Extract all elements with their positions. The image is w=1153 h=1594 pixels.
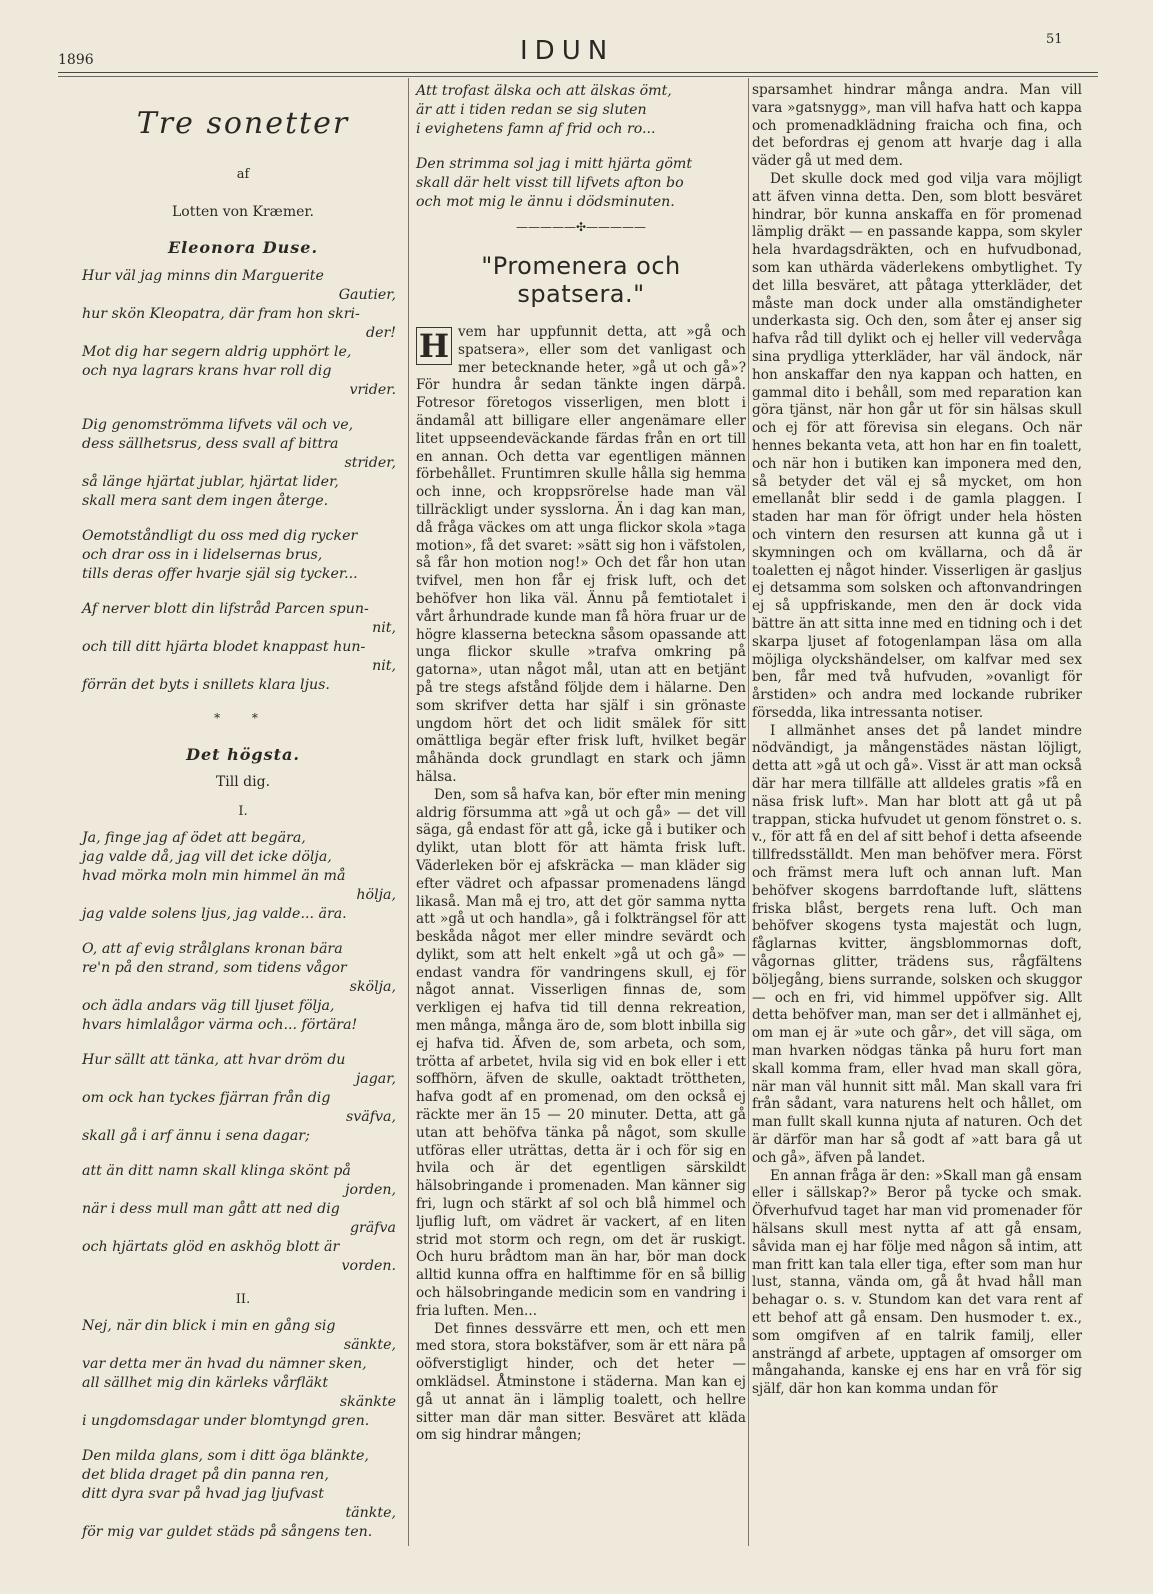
poem-line: Att trofast älska och att älskas ömt, xyxy=(416,83,672,99)
poem-line: dess sällhetsrus, dess svall af bittra xyxy=(82,436,339,452)
column-divider xyxy=(408,78,409,1546)
article-paragraph: Den, som så hafva kan, bör efter min mening aldrig försumma att »gå ut och gå» — det vill säga, gå endast för att gå, icke gå i butiker och dylikt, utan blott för att hämta frisk luft. Väderleken bör ej afskräcka — man kläder sig efter vädret och afpassar promenadens längd likaså. Man må ej tro, att det gör samma nytta att »gå ut och handla», gå i folkträngsel för att beskåda något mer eller mindre sevärdt och dylikt, som att helt enkelt »gå ut och gå» — endast vandra för vandringens skull, ej för något annat. Visserligen finnas de, som verkligen ej hafva tid till denna rekreation, men många, många äro de, som blott inbilla sig ej hafva tid. Äfven de, som arbeta, och som, trötta af arbetet, hvila sig vid en bok eller i ett soffhörn, äfven de skulle, oaktadt tröttheten, hafva godt af en promenad, om den också ej räckte mer än 15 — 20 minuter. Detta, att gå utan att behöfva tänka på något, som skulle utföras eller uträttas, detta är i och för sig en hvila och är det egentligen särskildt hälsobringande i promenaden. Man känner sig fri, lugn och stärkt af sol och blå himmel och ljuflig luft, om vädret är vackert, af en liten strid mot storm och regn, om det är ruskigt. Och huru brådtom man än har, bör man dock alltid kunna offra en halftimme för en så billig och hälsobringande medicin som en vandring i fria luften. Men... xyxy=(416,786,746,1319)
poem-title: Det högsta. xyxy=(186,745,300,764)
poem-line: var detta mer än hvad du nämner sken, xyxy=(82,1356,367,1372)
poem-line: skall mera sant dem ingen återge. xyxy=(82,493,329,509)
poem-dedication: Till dig. xyxy=(215,774,271,790)
poem-line: i ungdomsdagar under blomtyngd gren. xyxy=(82,1413,370,1429)
poem-line: att än ditt namn skall klinga skönt på xyxy=(82,1163,351,1179)
poem-line: Hur sällt att tänka, att hvar dröm du xyxy=(82,1052,346,1068)
poem-line: all sällhet mig din kärleks vårfläkt xyxy=(82,1375,329,1391)
poem-line: hvars himlalågor värma och... förtära! xyxy=(82,1017,358,1033)
header-rule-thin xyxy=(58,76,1098,77)
poem-line: för mig var guldet städs på sångens ten. xyxy=(82,1524,373,1540)
sonnet-number: I. xyxy=(238,804,248,819)
poem-line: jorden, xyxy=(345,1182,396,1198)
poem-line: och nya lagrars krans hvar roll dig xyxy=(82,363,332,379)
header-rule xyxy=(58,72,1098,73)
poem-line: nit, xyxy=(372,620,396,636)
article-paragraph: En annan fråga är den: »Skall man gå ensam eller i sällskap?» Beror på tycke och smak. Öfverhufvud taget har man vid promenader för hälsans skull mest nytta af att gå ensam, såvida man ej har följe med någon så intim, att man fritt kan tala eller tiga, efter som man hur lust, stanna, vända om, gå åt hvad håll man behagar o. s. v. Stundom kan det vara rent af ett behof att gå ensam. Den husmoder t. ex., som omgifven af en talrik familj, eller ansträngd af arbete, upptagen af omsorger om mångahanda, kanske ej ens har en vrå för sig själf, där hon kan komma undan för xyxy=(752,1167,1082,1398)
poem-line: och drar oss in i lidelsernas brus, xyxy=(82,547,323,563)
section-stars: * * xyxy=(214,711,272,725)
article-paragraph: Det finnes dessvärre ett men, och ett men med stora, stora bokstäfver, som är ett nära på oöfverstigligt hinder, och det heter — omklädsel. Åtminstone i städerna. Man kan ej gå ut annat än i lämplig toalett, och hellre sitter man där man sitter. Besväret att kläda om sig hindrar mången; xyxy=(416,1320,746,1444)
poem-line: är att i tiden redan se sig sluten xyxy=(416,102,647,118)
page-number: 51 xyxy=(1046,32,1063,47)
poem-line: skall gå i arf ännu i sena dagar; xyxy=(82,1128,310,1144)
poem-line: så länge hjärtat jublar, hjärtat lider, xyxy=(82,474,339,490)
poem-line: hölja, xyxy=(356,887,396,903)
column-article xyxy=(416,82,746,1445)
poem-line: ditt dyra svar på hvad jag ljufvast xyxy=(82,1486,324,1502)
poem-line: hur skön Kleopatra, där fram hon skri- xyxy=(82,306,360,322)
poem-line: och ädla andars väg till ljuset följa, xyxy=(82,998,335,1014)
poem-line: Mot dig har segern aldrig upphört le, xyxy=(82,344,352,360)
column-divider xyxy=(748,78,749,1546)
poem-line: Den strimma sol jag i mitt hjärta gömt xyxy=(416,156,693,172)
article-paragraph: I allmänhet anses det på landet mindre nödvändigt, ja mångenstädes nästan löjligt, detta att »gå ut och gå». Visst är att man också där har mera tillfälle att alldeles gratis »få en näsa frisk luft». Man har blott att gå ut på trappan, sticka hufvudet ut genom fönstret o. s. v., för att få en del af sitt behof i detta afseende tillfredsställdt. Men man behöfver mera. Först och främst mera luft och annan luft. Man behöfver skogens barrdoftande luft, slättens friska blåst, bergets rena luft. Och man behöfver skogens tysta majestät och lugn, fåglarnas kvitter, ängsblommornas doft, vågornas glitter, trädens sus, rågfältens böljegång, biens surrande, solsken och skuggor — och en fri, vid himmel uppöfver sig. Allt detta behöfver man, man ser det i allmänhet ej, om man ej är »ute och går», det vill säga, om man hvarken nödgas tänka på huru fort man skall komma fram, eller hvad man skall göra, när man väl hunnit sitt mål. Man skall vara fri från sådant, vara naturens helt och hållet, om man fullt skall kunna njuta af naturen. Och det är därför man har så godt af »att bara gå ut och gå», äfven på landet. xyxy=(752,722,1082,1166)
poem-line: Dig genomströmma lifvets väl och ve, xyxy=(82,417,354,433)
poem-line: sänkte, xyxy=(343,1337,396,1353)
masthead-title: IDUN xyxy=(520,36,615,66)
poem-line: skänkte xyxy=(339,1394,396,1410)
byline-af: af xyxy=(236,167,250,182)
poem-line: hvad mörka moln min himmel än må xyxy=(82,868,346,884)
poem-line: O, att af evig strålglans kronan bära xyxy=(82,941,343,957)
poem-line: Ja, finge jag af ödet att begära, xyxy=(82,830,306,846)
article-paragraph: sparsamhet hindrar många andra. Man vill vara »gatsnygg», man vill hafva hatt och kappa och promenadklädning fraicha och fina, och det befordras ej genom att hvarje dag i alla väder gå ut med dem. xyxy=(752,82,1082,170)
paragraph-text: vem har uppfunnit detta, att »gå och spatsera», eller som det vanligast och mer betecknande heter, »gå ut och gå»? För hundra år sedan tänkte ingen därpå. Fotresor företogos visserligen, men blott i ändamål att billigare eller angenämare eller litet uppseendeväckande färdas från en ort till en annan. Och detta var egentligen männen förbehållet. Fruntimren skulle hålla sig hemma och inne, och kroppsrörelse hade man väl tillräckligt under sysslorna. Än i dag kan man, då fråga väckes om att unga flickor skola »taga motion», få det svaret: »sätt sig hon i väfstolen, så får hon motion nog!» Och det får hon utan tvifvel, men hon får ej frisk luft, och det behöfver hon lika väl. Ännu på femtiotalet i vårt århundrade kunde man få höra fruar ur de högre klasserna beteckna såsom opassande att unga flickor skulle »trafva omkring på gatorna», utan något mål, utan att en betjänt på tre stegs afstånd följde dem i hälarne. Den som skrifver detta har själf i sin grönaste ungdom hört det och lidit smälek för sitt omättliga begär efter frisk luft, hvilket begär måhända dock grundlagt en stark och jämn hälsa. xyxy=(416,324,746,785)
poem-line: Af nerver blott din lifstråd Parcen spun- xyxy=(82,601,369,617)
poem-line: i evighetens famn af frid och ro... xyxy=(416,121,656,137)
poem-line: re'n på den strand, som tidens vågor xyxy=(82,960,347,976)
poem-line: skölja, xyxy=(349,979,396,995)
poem-line: Gautier, xyxy=(338,287,396,303)
drop-cap: H xyxy=(416,327,452,365)
article-paragraph xyxy=(416,324,746,787)
section-divider: —————✣————— xyxy=(515,220,647,234)
poem-line: och till ditt hjärta blodet knappast hun- xyxy=(82,639,366,655)
poem-line: det blida draget på din panna ren, xyxy=(82,1467,329,1483)
poem-line: och hjärtats glöd en askhög blott är xyxy=(82,1239,340,1255)
poem-line: tills deras offer hvarje själ sig tycker... xyxy=(82,566,358,582)
poem-line: jag valde då, jag vill det icke dölja, xyxy=(82,849,332,865)
article-title: "Promenera och spatsera." xyxy=(481,252,681,308)
column-article-cont xyxy=(752,82,1082,1399)
poem-line: skall där helt visst till lifvets afton bo xyxy=(416,175,684,191)
poem-line: och mot mig le ännu i dödsminuten. xyxy=(416,194,675,210)
poem-line: nit, xyxy=(372,658,396,674)
poem-title: Eleonora Duse. xyxy=(167,238,319,257)
poems-title: Tre sonetter xyxy=(136,106,350,141)
poem-line: strider, xyxy=(344,455,396,471)
poem-line: vorden. xyxy=(341,1258,396,1274)
article-paragraph: Det skulle dock med god vilja vara möjligt att äfven vinna detta. Den, som blott besväret hindrar, bör kunna anskaffa en för promenad lämplig dräkt — en passande kappa, som skyler hela hvardagsdräkten, och en hufvudbonad, som kan uthärda väderlekens ombytlighet. Ty det lilla besväret, att påtaga ytterkläder, det måste man dock under alla omständigheter underkasta sig. Och den, som åter ej anser sig hafva råd till dylikt och ej heller vill vedervåga sina prydliga ytterkläder, har väl ändock, när hon anskaffar den nya kappan och hatten, en gammal dito i behåll, som med reparation kan göra tjänst, när hon går ut för sin hälsas skull och ej för att förevisa sin elegans. Och när hennes bekanta veta, att hon har en fin toalett, och när hon i butiken kan imponera med den, så betyder det väl ej så mycket, om hon emellanåt blir sedd i de gamla plaggen. I staden har man för öfrigt under hela hösten och vintern den resursen att kunna gå ut i skymningen och om kvällarna, och då är toaletten ej något hinder. Visserligen är gasljus ej detsamma som solsken och aftonvandringen ej så uppfriskande, men den är dock vida bättre än att sitta inne med en tidning och i det skarpa ljuset af fotogenlampan läsa om alla möjliga olyckshändelser, om kalfvar med sex ben, får med två hufvuden, »ovanligt för årstiden» och andra med lockande rubriker försedda, lika intressanta notiser. xyxy=(752,170,1082,721)
poem-line: Hur väl jag minns din Marguerite xyxy=(82,268,324,284)
poem-line: förrän det byts i snillets klara ljus. xyxy=(82,677,330,693)
sonnet-number: II. xyxy=(235,1292,251,1307)
poet-name: Lotten von Kræmer. xyxy=(171,204,314,220)
poem-line: jagar, xyxy=(355,1071,396,1087)
poem-line: tänkte, xyxy=(345,1505,396,1521)
poem-line: sväfva, xyxy=(346,1109,396,1125)
poem-line: der! xyxy=(366,325,396,341)
poem-line: jag valde solens ljus, jag valde... ära. xyxy=(82,906,347,922)
header-year: 1896 xyxy=(58,52,94,68)
poem-line: när i dess mull man gått att ned dig xyxy=(82,1201,340,1217)
column-poems xyxy=(82,82,404,1558)
poem-line: vrider. xyxy=(349,382,396,398)
poem-line: Nej, när din blick i min en gång sig xyxy=(82,1318,336,1334)
poem-line: om ock han tyckes fjärran från dig xyxy=(82,1090,331,1106)
poem-line: Den milda glans, som i ditt öga blänkte, xyxy=(82,1448,369,1464)
poem-line: Oemotståndligt du oss med dig rycker xyxy=(82,528,358,544)
poem-line: gräfva xyxy=(349,1220,396,1236)
